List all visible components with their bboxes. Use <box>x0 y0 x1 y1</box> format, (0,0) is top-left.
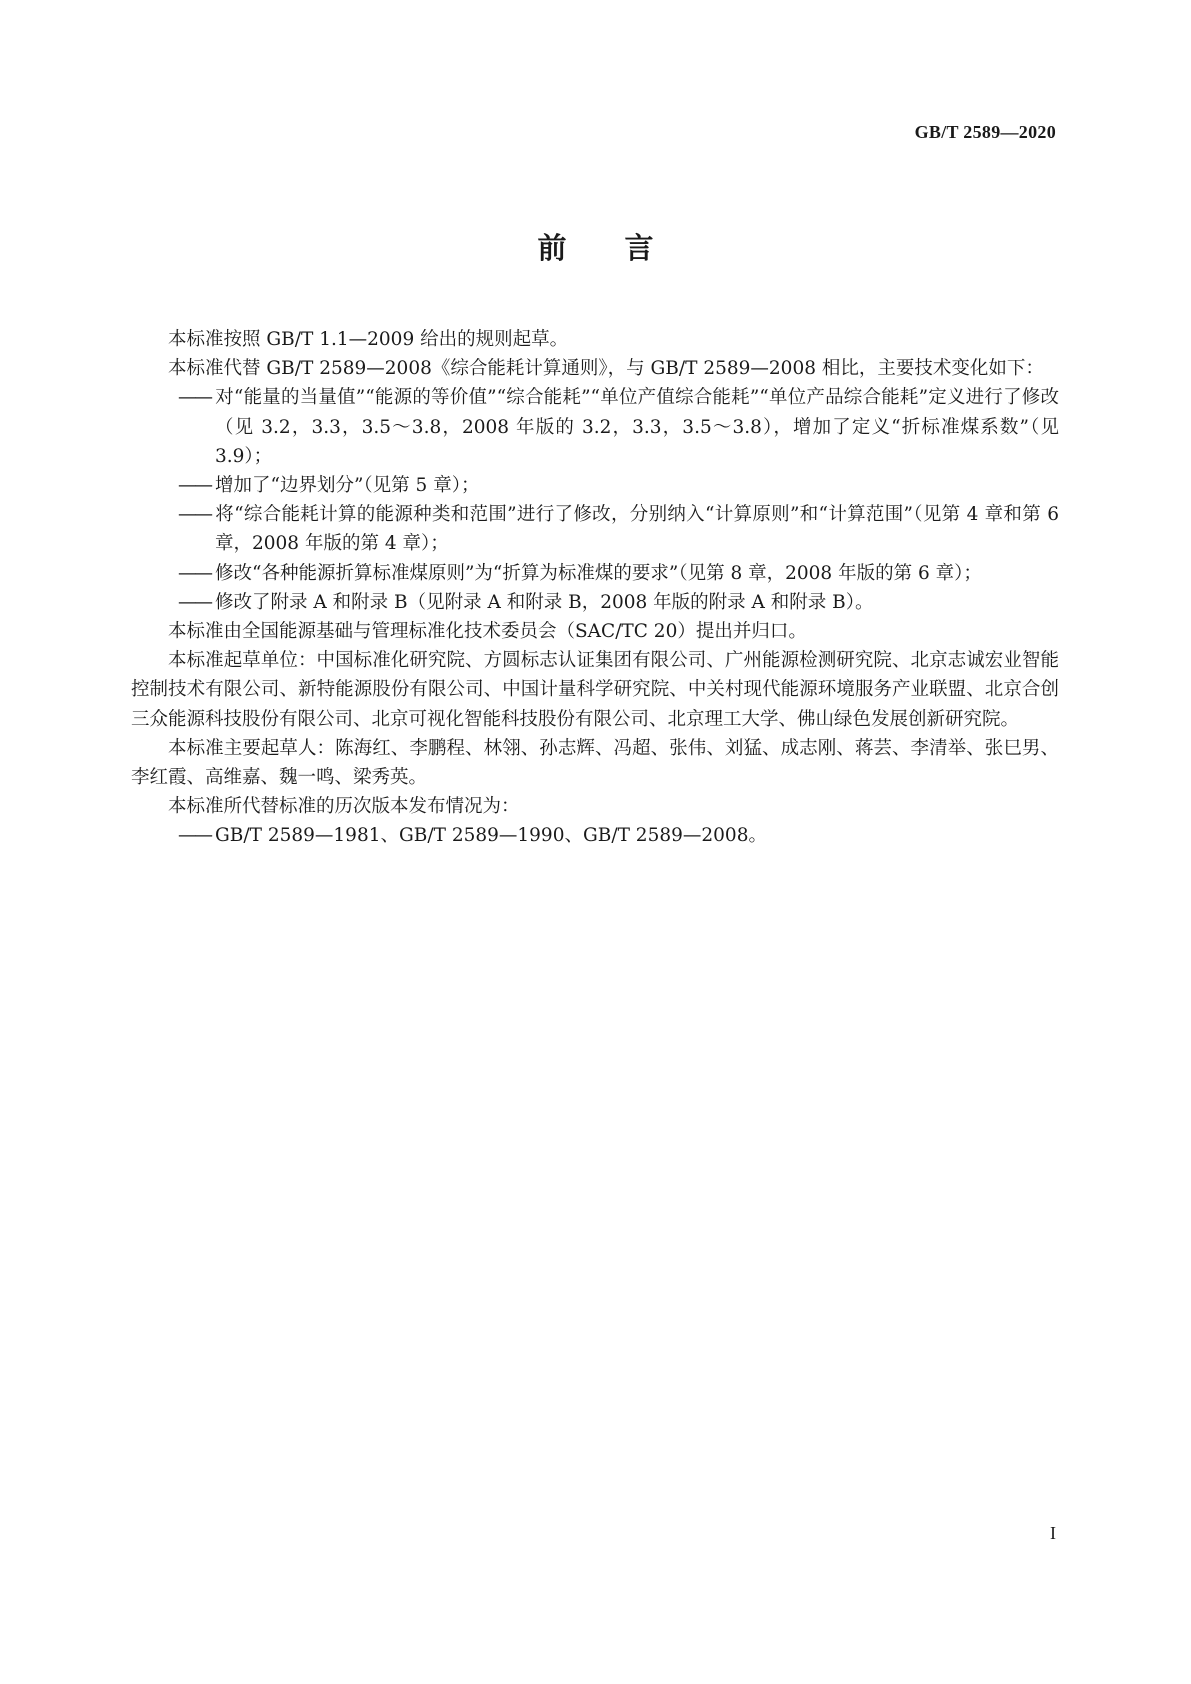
change-item-text: 增加了“边界划分”（见第 5 章）； <box>215 475 480 497</box>
paragraph-drafting-rules: 本标准按照 GB/T 1.1—2009 给出的规则起草。 <box>168 329 569 350</box>
list-dash: —— <box>178 504 211 526</box>
history-item-text: GB/T 2589—1981、GB/T 2589—1990、GB/T 2589—2008。 <box>215 825 767 847</box>
paragraph-history-intro: 本标准所代替标准的历次版本发布情况为： <box>168 796 520 818</box>
history-item <box>131 821 1059 850</box>
preface-content <box>131 325 1059 851</box>
paragraph-replacement: 本标准代替 GB/T 2589—2008《综合能耗计算通则》，与 GB/T 2589—2008 相比，主要技术变化如下： <box>168 358 1044 380</box>
change-item <box>131 500 1059 558</box>
page-title: 前言 <box>537 231 712 265</box>
page-number: I <box>1050 1523 1056 1543</box>
paragraph-drafting-units: 本标准起草单位：中国标准化研究院、方圆标志认证集团有限公司、广州能源检测研究院、北京志诚宏业智能控制技术有限公司、新特能源股份有限公司、中国计量科学研究院、中关村现代能源环境服务产业联盟、北京合创三众能源科技股份有限公司、北京可视化智能科技股份有限公司、北京理工大学、佛山绿色发展创新研究院。 <box>131 650 1059 730</box>
list-dash: —— <box>178 387 211 409</box>
list-dash: —— <box>178 591 211 613</box>
change-item <box>131 588 1059 617</box>
change-item <box>131 471 1059 500</box>
list-dash: —— <box>178 825 211 847</box>
change-item-text: 将“综合能耗计算的能源种类和范围”进行了修改，分别纳入“计算原则”和“计算范围”（见第 4 章和第 6 章，2008 年版的第 4 章）； <box>215 504 1059 555</box>
standard-number: GB/T 2589—2020 <box>914 122 1056 142</box>
change-item <box>131 559 1059 588</box>
change-item-text: 对“能量的当量值”“能源的等价值”“综合能耗”“单位产值综合能耗”“单位产品综合能耗”定义进行了修改（见 3.2，3.3，3.5～3.8，2008 年版的 3.2，3.3，3.5～3.8），增加了定义“折标准煤系数”（见 3.9）； <box>215 387 1059 467</box>
paragraph-proposer: 本标准由全国能源基础与管理标准化技术委员会（SAC/TC 20）提出并归口。 <box>168 621 807 643</box>
change-item-text: 修改了附录 A 和附录 B（见附录 A 和附录 B，2008 年版的附录 A 和附录 B）。 <box>215 591 874 613</box>
change-item-text: 修改“各种能源折算标准煤原则”为“折算为标准煤的要求”（见第 8 章，2008 年版的第 6 章）； <box>215 562 982 584</box>
list-dash: —— <box>178 475 211 497</box>
change-item <box>131 383 1059 471</box>
paragraph-drafters: 本标准主要起草人：陈海红、李鹏程、林翎、孙志辉、冯超、张伟、刘猛、成志刚、蒋芸、李清举、张巳男、李红霞、高维嘉、魏一鸣、梁秀英。 <box>131 737 1059 789</box>
list-dash: —— <box>178 562 211 584</box>
